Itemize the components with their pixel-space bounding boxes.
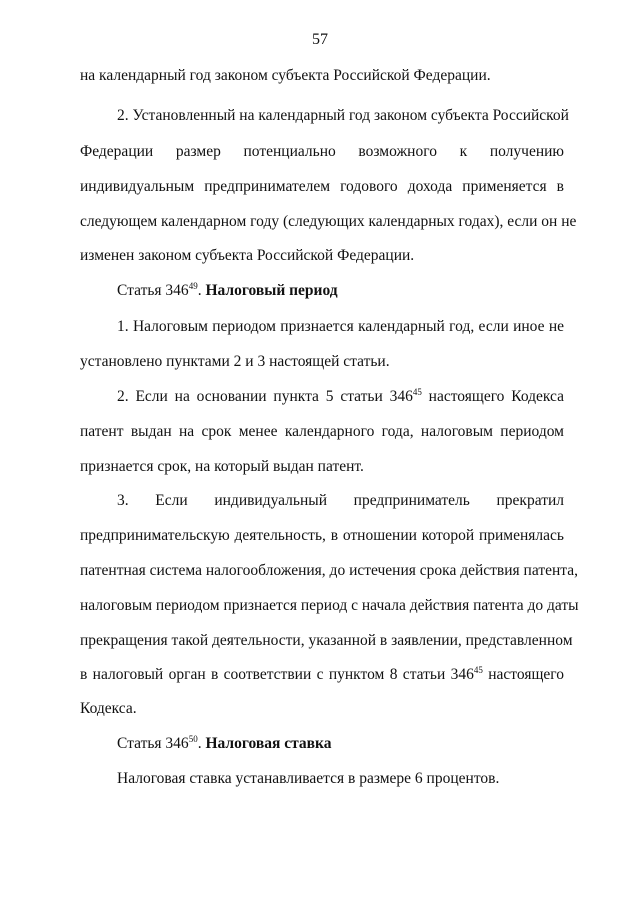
article-superscript: 49 bbox=[188, 281, 198, 291]
article-title: Налоговый период bbox=[205, 282, 338, 299]
article-title: Налоговая ставка bbox=[205, 735, 332, 752]
heading-dot: . bbox=[197, 735, 202, 752]
superscript: 45 bbox=[473, 665, 483, 675]
text-line: признается срок, на который выдан патент. bbox=[80, 458, 364, 475]
page-number: 57 bbox=[312, 31, 328, 48]
article-number: Статья 346 bbox=[117, 282, 189, 299]
article-number: Статья 346 bbox=[117, 735, 189, 752]
text-line: патент выдан на срок менее календарного года, налоговым периодом bbox=[80, 423, 564, 440]
text-line: патентная система налогообложения, до истечения срока действия патента, bbox=[80, 562, 578, 579]
text-line bbox=[80, 665, 564, 685]
text-line: предпринимательскую деятельность, в отношении которой применялась bbox=[80, 527, 564, 544]
text-line: Налоговая ставка устанавливается в размере 6 процентов. bbox=[117, 770, 500, 787]
text-line: на календарный год законом субъекта Российской Федерации. bbox=[80, 67, 491, 84]
superscript: 45 bbox=[412, 387, 422, 397]
text-line: Федерации размер потенциально возможного к получению bbox=[80, 143, 564, 160]
text-line: Кодекса. bbox=[80, 700, 137, 717]
text-line: налоговым периодом признается период с начала действия патента до даты bbox=[80, 597, 579, 614]
text-segment: настоящего bbox=[482, 666, 564, 683]
text-line: индивидуальным предпринимателем годового дохода применяется в bbox=[80, 178, 564, 195]
article-heading bbox=[117, 281, 564, 301]
heading-dot: . bbox=[197, 282, 202, 299]
text-line: установлено пунктами 2 и 3 настоящей статьи. bbox=[80, 353, 390, 370]
text-segment: 2. Если на основании пункта 5 статьи 346 bbox=[117, 388, 413, 405]
text-line: следующем календарном году (следующих календарных годах), если он не bbox=[80, 213, 577, 230]
text-line: 2. Установленный на календарный год законом субъекта Российской bbox=[117, 107, 569, 124]
text-segment: в налоговый орган в соответствии с пунктом 8 статьи 346 bbox=[80, 666, 474, 683]
text-segment: настоящего Кодекса bbox=[421, 388, 564, 405]
text-line: изменен законом субъекта Российской Федерации. bbox=[80, 247, 415, 264]
text-line bbox=[117, 387, 564, 407]
text-line: 3. Если индивидуальный предприниматель прекратил bbox=[117, 492, 564, 509]
article-superscript: 50 bbox=[188, 734, 198, 744]
text-line: прекращения такой деятельности, указанной в заявлении, представленном bbox=[80, 632, 573, 649]
text-line: 1. Налоговым периодом признается календарный год, если иное не bbox=[117, 318, 564, 335]
article-heading bbox=[117, 734, 564, 754]
